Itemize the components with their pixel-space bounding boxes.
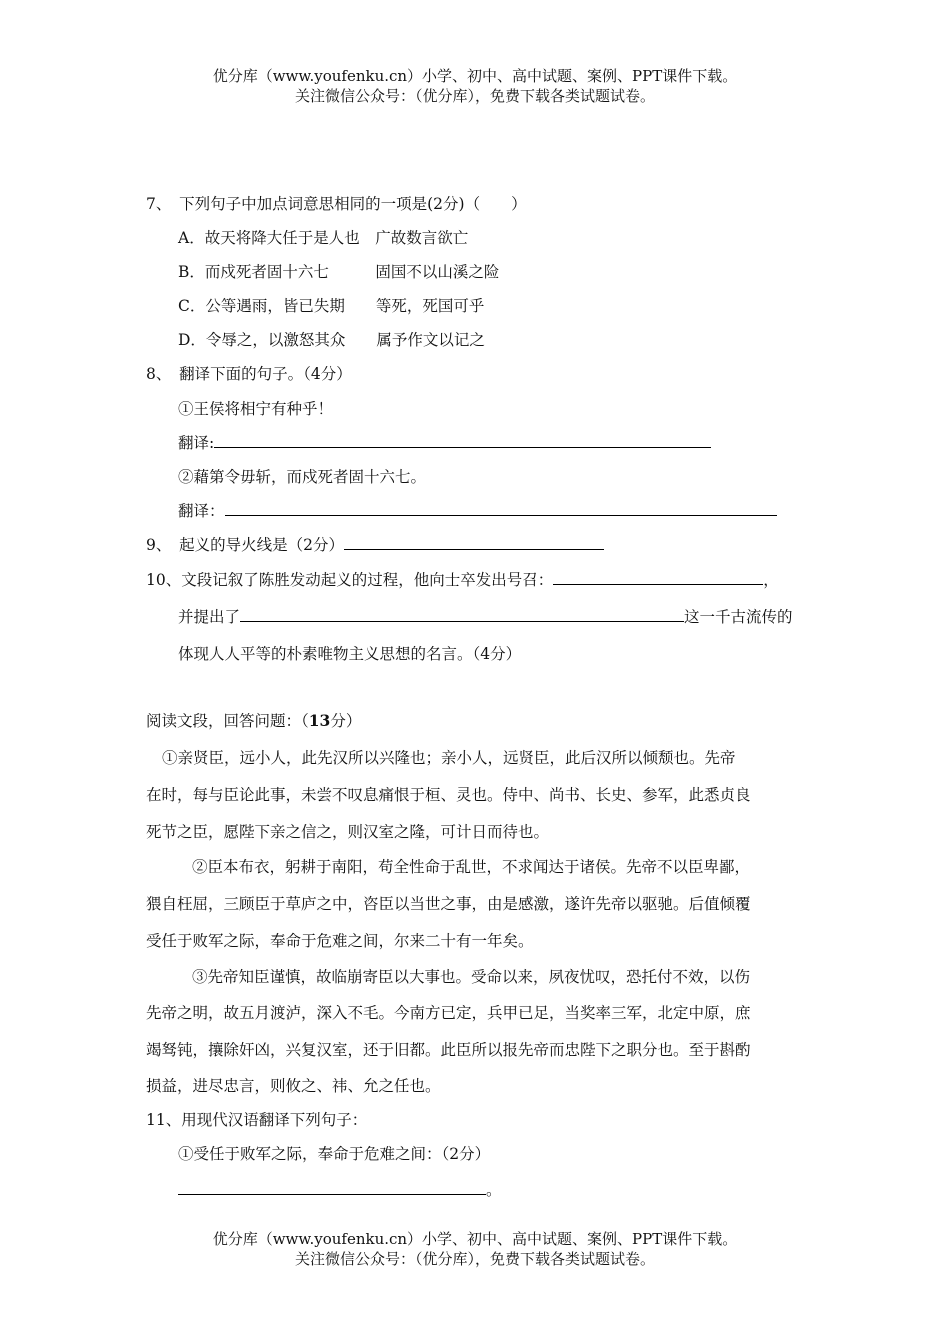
page-header — [0, 66, 950, 106]
q7-stem: 7、 下列句子中加点词意思相同的一项是(2分)（ ） — [146, 195, 527, 213]
answer-blank[interactable] — [344, 534, 604, 550]
footer-line-1: 优分库（www.youfenku.cn）小学、初中、高中试题、案例、PPT课件下载。 — [212, 1230, 738, 1248]
q11-answer-line — [178, 1179, 502, 1201]
q11-sentence-1: ①受任于败军之际，奉命于危难之间：（2分） — [178, 1145, 491, 1163]
answer-blank[interactable] — [178, 1179, 486, 1195]
q8-translation-1 — [178, 432, 711, 454]
q10-line-1 — [146, 569, 779, 591]
reading-intro: 阅读文段，回答问题：（13分） — [146, 711, 362, 730]
paragraph-1-line: 在时，每与臣论此事，未尝不叹息痛恨于桓、灵也。侍中、尚书、长史、参军，此悉贞良 — [146, 786, 751, 804]
q7-option-d: D．令辱之，以激怒其众 属予作文以记之 — [178, 331, 485, 349]
paragraph-3-line: 损益，进尽忠言，则攸之、祎、允之任也。 — [146, 1077, 441, 1095]
paragraph-2-line: ②臣本布衣，躬耕于南阳，苟全性命于乱世，不求闻达于诸侯。先帝不以臣卑鄙， — [192, 858, 751, 876]
paragraph-1-line: ①亲贤臣，远小人，此先汉所以兴隆也；亲小人，远贤臣，此后汉所以倾颓也。先帝 — [162, 749, 736, 767]
page-footer — [0, 1229, 950, 1269]
footer-line-2: 关注微信公众号：（优分库），免费下载各类试题试卷。 — [294, 1250, 655, 1268]
q10-part-3: 这一千古流传的 — [684, 608, 793, 626]
q10-line-3: 体现人人平等的朴素唯物主义思想的名言。（4分） — [178, 645, 522, 663]
answer-blank[interactable] — [214, 432, 711, 448]
paragraph-3-line: ③先帝知臣谨慎，故临崩寄臣以大事也。受命以来，夙夜忧叹，恐托付不效，以伤 — [192, 968, 751, 986]
q8-stem: 8、 翻译下面的句子。（4分） — [146, 365, 352, 383]
reading-score: 13 — [308, 711, 331, 730]
q7-option-b: B．而戍死者固十六七 固国不以山溪之险 — [178, 263, 500, 281]
q10-part-2: 并提出了 — [178, 608, 241, 626]
header-line-1: 优分库（www.youfenku.cn）小学、初中、高中试题、案例、PPT课件下载。 — [212, 67, 738, 85]
paragraph-2-line: 猥自枉屈，三顾臣于草庐之中，咨臣以当世之事，由是感激，遂许先帝以驱驰。后值倾覆 — [146, 895, 751, 913]
q7-option-c: C．公等遇雨，皆已失期 等死，死国可乎 — [178, 297, 485, 315]
translation-label: 翻译： — [178, 502, 225, 520]
q8-sentence-2: ②藉第令毋斩，而戍死者固十六七。 — [178, 468, 427, 486]
q9 — [146, 534, 604, 556]
paragraph-3-line: 竭驽钝，攘除奸凶，兴复汉室，还于旧都。此臣所以报先帝而忠陛下之职分也。至于斟酌 — [146, 1041, 751, 1059]
q10-part-1: 10、文段记叙了陈胜发动起义的过程，他向士卒发出号召： — [146, 571, 554, 589]
q8-sentence-1: ①王侯将相宁有种乎！ — [178, 400, 334, 418]
q11-period: 。 — [486, 1181, 502, 1199]
q11-stem: 11、用现代汉语翻译下列句子： — [146, 1111, 368, 1129]
q7-option-a: A．故天将降大任于是人也 广故数言欲亡 — [178, 229, 469, 247]
paragraph-1-line: 死节之臣，愿陛下亲之信之，则汉室之隆，可计日而待也。 — [146, 823, 550, 841]
q9-stem: 9、 起义的导火线是（2分） — [146, 536, 344, 554]
answer-blank[interactable] — [240, 606, 684, 622]
q8-translation-2 — [178, 500, 777, 522]
q10-comma: ， — [763, 571, 779, 589]
paragraph-2-line: 受任于败军之际，奉命于危难之间，尔来二十有一年矣。 — [146, 932, 534, 950]
paragraph-3-line: 先帝之明，故五月渡泸，深入不毛。今南方已定，兵甲已足，当奖率三军，北定中原，庶 — [146, 1004, 751, 1022]
header-line-2: 关注微信公众号：（优分库），免费下载各类试题试卷。 — [294, 87, 655, 105]
answer-blank[interactable] — [553, 569, 763, 585]
answer-blank[interactable] — [225, 500, 777, 516]
q10-line-2 — [178, 606, 793, 628]
translation-label: 翻译: — [178, 434, 215, 452]
